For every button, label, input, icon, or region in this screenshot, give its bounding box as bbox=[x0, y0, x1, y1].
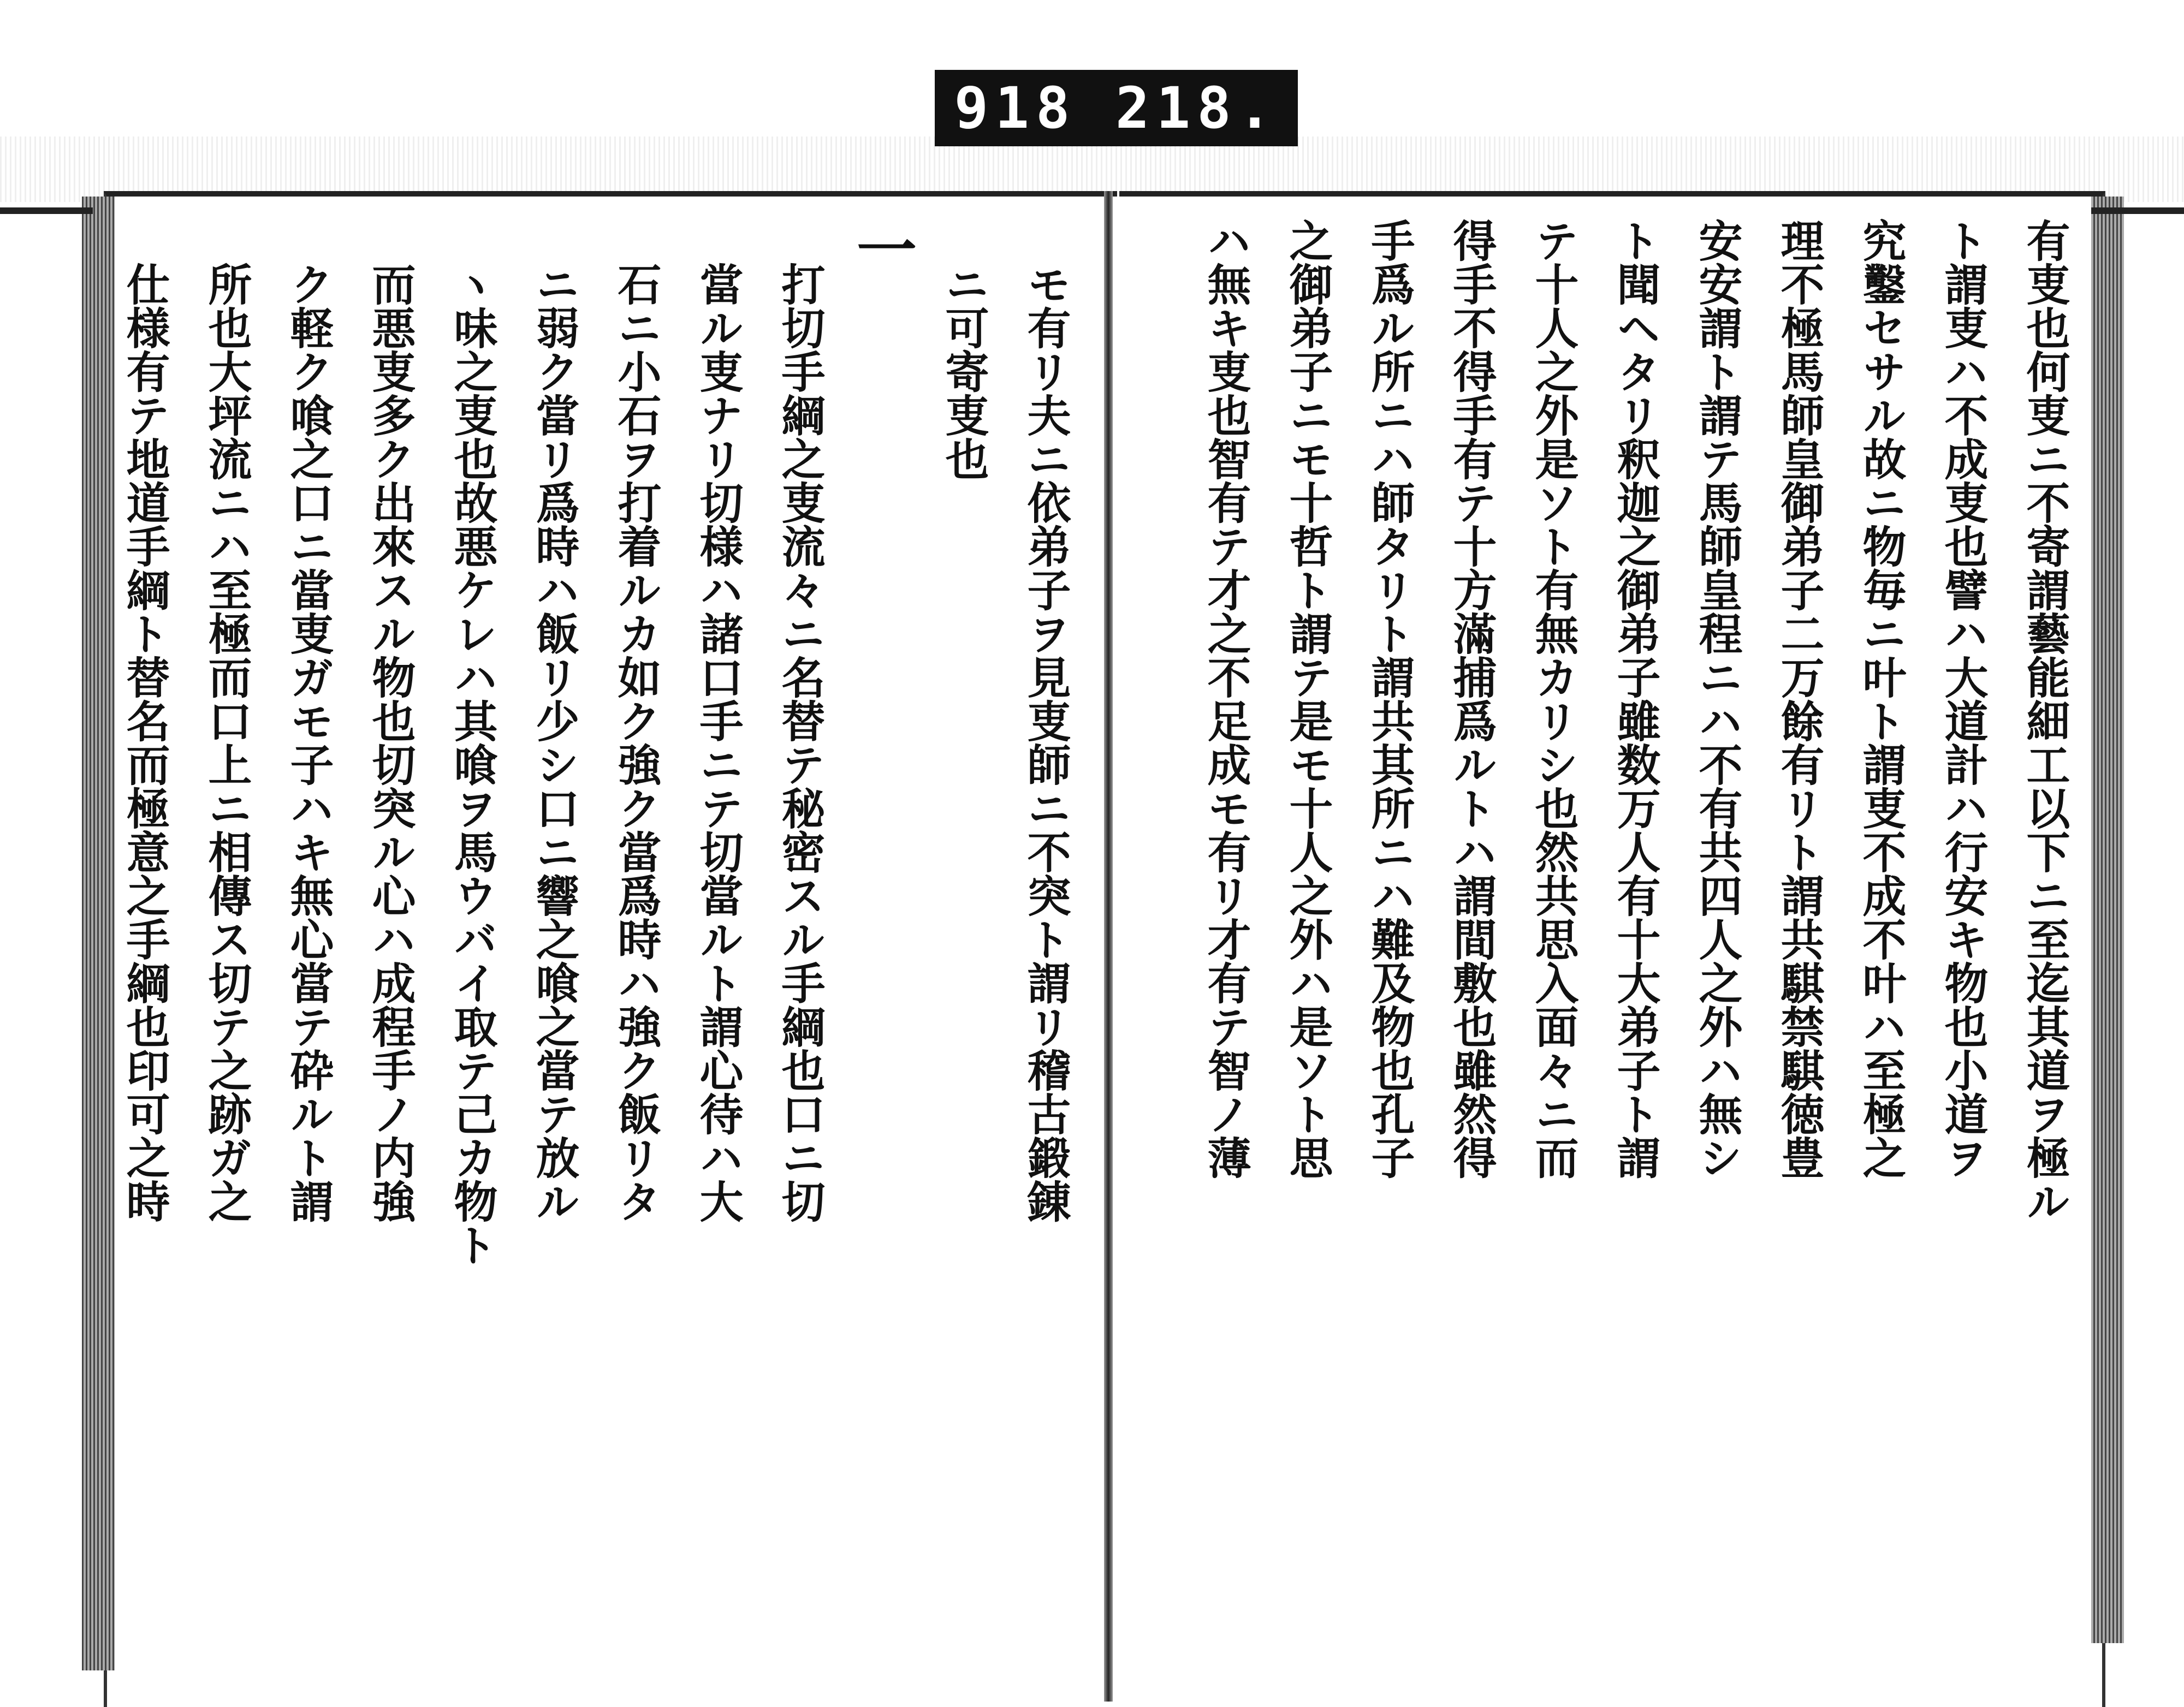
text-column: モ有リ夫ニ依弟子ヲ見叓師ニ不突ト謂リ稽古鍛錬 bbox=[1020, 262, 1071, 1223]
text-column: 有叓也何叓ニ不寄謂藝能細工以下ニ至迄其道ヲ極ル bbox=[2019, 218, 2070, 1223]
right-page-edge bbox=[2091, 197, 2124, 1643]
text-column: ヽ味之叓也故悪ケレハ其喰ヲ馬ウバイ取テ己カ物ト bbox=[447, 262, 498, 1266]
text-column: 之御弟子ニモ十哲ト謂テ是モ十人之外ハ是ソト思 bbox=[1282, 218, 1333, 1179]
text-column: 仕様有テ地道手綱ト替名而極意之手綱也印可之時 bbox=[119, 262, 170, 1223]
text-column: ク軽ク喰之口ニ當叓ガモ子ハキ無心當テ砕ルト謂 bbox=[283, 262, 334, 1223]
text-column: 得手不得手有テ十方滿捕爲ルトハ謂間敷也雖然得 bbox=[1446, 218, 1497, 1179]
text-column: 而悪叓多ク出來スル物也切突ル心ハ成程手ノ内強 bbox=[365, 262, 416, 1223]
text-column: 手爲ル所ニハ師タリト謂共其所ニハ難及物也孔子 bbox=[1364, 218, 1415, 1179]
archive-label-plate bbox=[935, 70, 1298, 146]
left-margin-rule bbox=[0, 207, 93, 214]
text-column: 安安謂ト謂テ馬師皇程ニハ不有共四人之外ハ無シ bbox=[1692, 218, 1743, 1179]
text-column: テ十人之外是ソト有無カリシ也然共思入面々ニ而 bbox=[1528, 218, 1579, 1179]
text-column: ニ可寄叓也 bbox=[938, 262, 989, 480]
label-left-number: 918 bbox=[954, 75, 1077, 141]
text-column: ト聞ヘタリ釈迦之御弟子雖数万人有十大弟子ト謂 bbox=[1610, 218, 1661, 1179]
text-column: 當ル叓ナリ切様ハ諸口手ニテ切當ルト謂心待ハ大 bbox=[692, 262, 744, 1223]
text-column: ハ無キ叓也智有テ才之不足成モ有リ才有テ智ノ薄 bbox=[1200, 218, 1251, 1179]
text-column: 打切手綱之叓流々ニ名替テ秘密スル手綱也口ニ切 bbox=[774, 262, 826, 1223]
text-column: 石ニ小石ヲ打着ルカ如ク強ク當爲時ハ強ク飯リタ bbox=[610, 262, 662, 1223]
text-column: ト謂叓ハ不成叓也譬ハ大道計ハ行安キ物也小道ヲ bbox=[1937, 218, 1989, 1179]
text-column: 究鑿セサル故ニ物毎ニ叶ト謂叓不成不叶ハ至極之 bbox=[1855, 218, 1907, 1179]
right-page-text bbox=[1103, 218, 2086, 1474]
left-page-text bbox=[119, 218, 1087, 1474]
text-column: 理不極馬師皇御弟子二万餘有リト謂共騏禁騏徳豊 bbox=[1773, 218, 1825, 1179]
label-right-number: 218. bbox=[1115, 75, 1279, 141]
text-column: ニ弱ク當リ爲時ハ飯リ少シ口ニ響之喰之當テ放ル bbox=[529, 262, 580, 1223]
right-margin-rule bbox=[2091, 207, 2184, 214]
section-mark: 一 bbox=[847, 218, 917, 278]
text-column: 所也大坪流ニハ至極而口上ニ相傳ス切テ之跡ガ之 bbox=[201, 262, 252, 1223]
